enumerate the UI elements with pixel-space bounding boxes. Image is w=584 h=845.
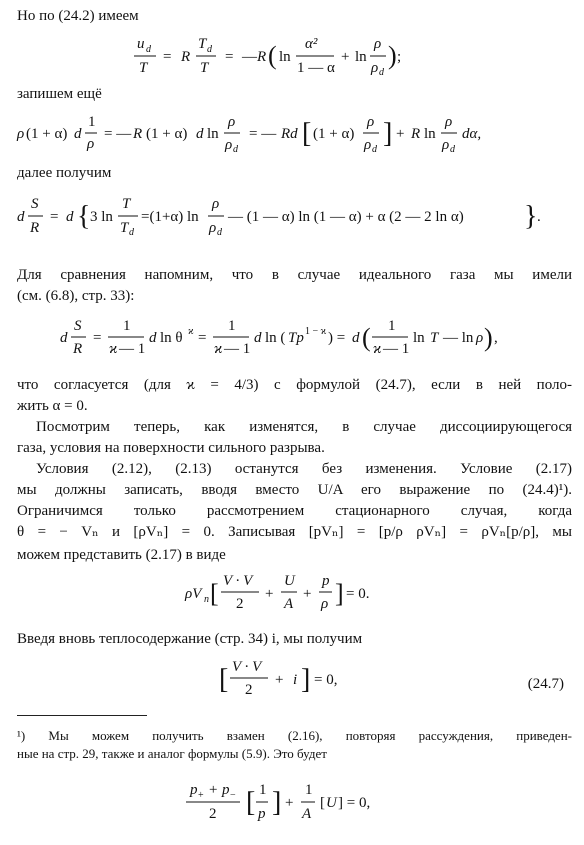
svg-text:R: R	[30, 220, 40, 236]
svg-text:ln: ln	[355, 49, 367, 65]
svg-text:p: p	[258, 806, 266, 822]
svg-text:ρ: ρ	[87, 136, 95, 152]
svg-text:(: (	[268, 41, 277, 70]
svg-text:V · V: V · V	[232, 659, 262, 675]
svg-text:[: [	[320, 795, 325, 811]
text-line-10: Условия (2.12), (2.13) останутся без изменения. Условие (2.17)	[36, 461, 572, 477]
svg-text:ln θ: ln θ	[160, 330, 183, 346]
svg-text:= —: = —	[249, 126, 277, 142]
text-line-9: газа, условия на поверхности сильного разрыва.	[17, 440, 325, 456]
svg-text:ln: ln	[279, 49, 291, 65]
svg-text:—: —	[242, 49, 257, 65]
svg-text:.: .	[537, 209, 541, 225]
svg-text:d: d	[74, 126, 82, 142]
svg-text:— 1: — 1	[383, 341, 410, 357]
svg-text:;: ;	[397, 49, 402, 65]
svg-text:A: A	[284, 596, 294, 612]
svg-text:ρ: ρ	[209, 220, 217, 236]
svg-text:,: ,	[494, 330, 498, 346]
svg-text:ρ: ρ	[17, 126, 25, 142]
svg-text:S: S	[31, 196, 39, 212]
svg-text:U: U	[284, 573, 295, 589]
svg-text:R: R	[257, 49, 267, 65]
svg-text:u: u	[137, 36, 145, 52]
svg-text:n: n	[204, 594, 209, 605]
svg-text:V · V: V · V	[223, 573, 253, 589]
svg-text:Rd: Rd	[281, 126, 298, 142]
svg-text:d: d	[450, 144, 455, 155]
svg-text:ρ: ρ	[225, 137, 233, 153]
footnote-line-2: ные на стр. 29, также и аналог формулы (5.9). Это будет	[17, 746, 327, 761]
svg-text:ρ: ρ	[364, 137, 372, 153]
text-line-11: мы должны записать, вводя вместо U/A его выражение по (24.4)¹).	[17, 482, 572, 498]
svg-text:ρ: ρ	[321, 596, 329, 612]
svg-text:d: d	[196, 126, 204, 142]
svg-text:= —: = —	[104, 126, 132, 142]
svg-text:1 — α: 1 — α	[297, 60, 335, 76]
svg-text:]: ]	[335, 579, 344, 608]
equation-3	[0, 191, 584, 241]
svg-text:{: {	[77, 201, 91, 232]
svg-text:2: 2	[236, 596, 244, 612]
text-line-14: можем представить (2.17) в виде	[17, 547, 226, 563]
svg-text:ρ: ρ	[445, 114, 453, 130]
text-line-4: Для сравнения напомним, что в случае идеального газа мы имели	[17, 267, 572, 283]
svg-text:+: +	[285, 795, 294, 811]
svg-text:d: d	[217, 227, 222, 238]
svg-text:=(1+α) ln: =(1+α) ln	[141, 209, 199, 225]
svg-text:ρV: ρV	[185, 586, 202, 602]
equation-7	[0, 777, 584, 827]
text-line-15: Введя вновь теплосодержание (стр. 34) i, мы получим	[17, 631, 363, 647]
svg-text:ϰ: ϰ	[188, 326, 194, 337]
svg-text:dα,: dα,	[462, 126, 482, 142]
svg-text:−: −	[230, 790, 236, 801]
svg-text:]: ]	[301, 664, 311, 695]
svg-text:d: d	[352, 330, 360, 346]
svg-text:R: R	[73, 341, 83, 357]
svg-text:T: T	[430, 330, 439, 346]
svg-text:[: [	[302, 118, 312, 149]
svg-text:ln: ln	[413, 330, 425, 346]
svg-text:d: d	[129, 227, 134, 238]
svg-text:] = 0,: ] = 0,	[338, 795, 371, 811]
svg-text:d: d	[60, 330, 68, 346]
svg-text:ln (: ln (	[265, 330, 286, 346]
svg-text:1: 1	[88, 114, 96, 130]
svg-text:+: +	[303, 586, 312, 602]
svg-text:[: [	[246, 787, 256, 818]
svg-text:]: ]	[272, 787, 282, 818]
equation-1	[0, 32, 584, 78]
svg-text:ϰ: ϰ	[109, 341, 118, 357]
svg-text:= 0.: = 0.	[346, 586, 370, 602]
svg-text:— 1: — 1	[224, 341, 251, 357]
text-line-2: запишем ещё	[17, 86, 102, 102]
svg-text:ρ: ρ	[228, 114, 236, 130]
svg-text:=: =	[93, 330, 102, 346]
svg-text:d: d	[66, 209, 74, 225]
svg-text:d: d	[149, 330, 157, 346]
svg-text:1: 1	[259, 782, 267, 798]
svg-text:ρ: ρ	[367, 114, 375, 130]
svg-text:A: A	[302, 806, 312, 822]
svg-text:1: 1	[305, 782, 313, 798]
svg-text:U: U	[326, 795, 337, 811]
svg-text:d: d	[379, 67, 384, 78]
svg-text:ρ: ρ	[442, 137, 450, 153]
svg-text:3 ln: 3 ln	[90, 209, 113, 225]
svg-text:ϰ: ϰ	[214, 341, 223, 357]
svg-text:): )	[388, 41, 397, 70]
text-line-13: θ = − Vₙ и [ρVₙ] = 0. Записывая [pVₙ] = [p/ρ ρVₙ] = ρVₙ[p/ρ], мы	[17, 524, 572, 540]
svg-text:— 1: — 1	[119, 341, 146, 357]
svg-text:ρ: ρ	[371, 60, 379, 76]
svg-text:ln: ln	[424, 126, 436, 142]
svg-text:i: i	[293, 672, 298, 688]
equation-5	[0, 570, 584, 616]
svg-text:T: T	[198, 36, 207, 52]
svg-text:p: p	[222, 782, 230, 798]
svg-text:ρ: ρ	[476, 330, 484, 346]
text-line-12: Ограничимся только рассмотрением стационарного случая, когда	[17, 503, 572, 519]
svg-text:d: d	[254, 330, 262, 346]
footnote-rule	[17, 715, 147, 716]
svg-text:]: ]	[383, 118, 393, 149]
svg-text:1: 1	[123, 318, 131, 334]
svg-text:— ln: — ln	[443, 330, 474, 346]
svg-text:= 0,: = 0,	[314, 672, 338, 688]
svg-text:Tp: Tp	[288, 330, 304, 346]
svg-text:(: (	[362, 323, 371, 352]
svg-text:[: [	[219, 664, 229, 695]
text-line-3: далее получим	[17, 165, 112, 181]
svg-text:p: p	[190, 782, 198, 798]
equation-number: (24.7)	[527, 676, 564, 692]
svg-text:(1 + α): (1 + α)	[26, 126, 68, 142]
svg-text:+: +	[341, 49, 350, 65]
svg-text:d: d	[372, 144, 377, 155]
svg-text:d: d	[233, 144, 238, 155]
svg-text:+: +	[396, 126, 405, 142]
svg-text:ϰ: ϰ	[373, 341, 382, 357]
text-line-7: жить α = 0.	[17, 398, 88, 414]
footnote-line-1: ¹) Мы можем получить взамен (2.16), повторяя рассуждения, приведен-	[17, 728, 572, 743]
svg-text:ρ: ρ	[374, 36, 382, 52]
svg-text:(1 + α): (1 + α)	[146, 126, 188, 142]
text-line-1: Но по (24.2) имеем	[17, 8, 139, 24]
equation-4	[0, 315, 584, 361]
svg-text:T: T	[122, 196, 131, 212]
svg-text:T: T	[200, 60, 209, 76]
svg-text:S: S	[74, 318, 82, 334]
svg-text:d: d	[17, 209, 25, 225]
svg-text:}: }	[524, 201, 538, 232]
svg-text:d: d	[146, 44, 151, 55]
svg-text:2: 2	[209, 806, 217, 822]
svg-text:+: +	[265, 586, 274, 602]
text-line-6: что согласуется (для ϰ = 4/3) с формулой (24.7), если в ней поло-	[17, 377, 572, 393]
svg-text:1: 1	[388, 318, 396, 334]
svg-text:ρ: ρ	[212, 196, 220, 212]
svg-text:T: T	[120, 220, 129, 236]
svg-text:2: 2	[245, 682, 253, 698]
svg-text:=: =	[198, 330, 207, 346]
svg-text:+: +	[198, 790, 204, 801]
svg-text:=: =	[163, 49, 172, 65]
svg-text:R: R	[181, 49, 191, 65]
svg-text:R: R	[133, 126, 143, 142]
svg-text:1: 1	[228, 318, 236, 334]
equation-2	[0, 110, 584, 158]
svg-text:R: R	[411, 126, 421, 142]
svg-text:): )	[484, 323, 493, 352]
svg-text:) =: ) =	[328, 330, 346, 346]
svg-text:p: p	[322, 573, 330, 589]
svg-text:α²: α²	[305, 36, 318, 52]
svg-text:+: +	[275, 672, 284, 688]
text-line-8: Посмотрим теперь, как изменятся, в случае диссоциирующегося	[36, 419, 572, 435]
svg-text:+: +	[209, 782, 218, 798]
svg-text:1 − ϰ: 1 − ϰ	[305, 326, 327, 337]
svg-text:=: =	[225, 49, 234, 65]
svg-text:— (1 — α) ln (1 — α) + α (2 —: — (1 — α) ln (1 — α) + α (2 — 2 ln α)	[228, 209, 464, 225]
equation-6	[0, 656, 584, 702]
text-line-5: (см. (6.8), стр. 33):	[17, 288, 135, 304]
svg-text:ln: ln	[207, 126, 219, 142]
svg-text:=: =	[50, 209, 59, 225]
svg-text:[: [	[210, 579, 219, 608]
svg-text:d: d	[207, 44, 212, 55]
svg-text:T: T	[139, 60, 148, 76]
svg-text:(1 + α): (1 + α)	[313, 126, 355, 142]
